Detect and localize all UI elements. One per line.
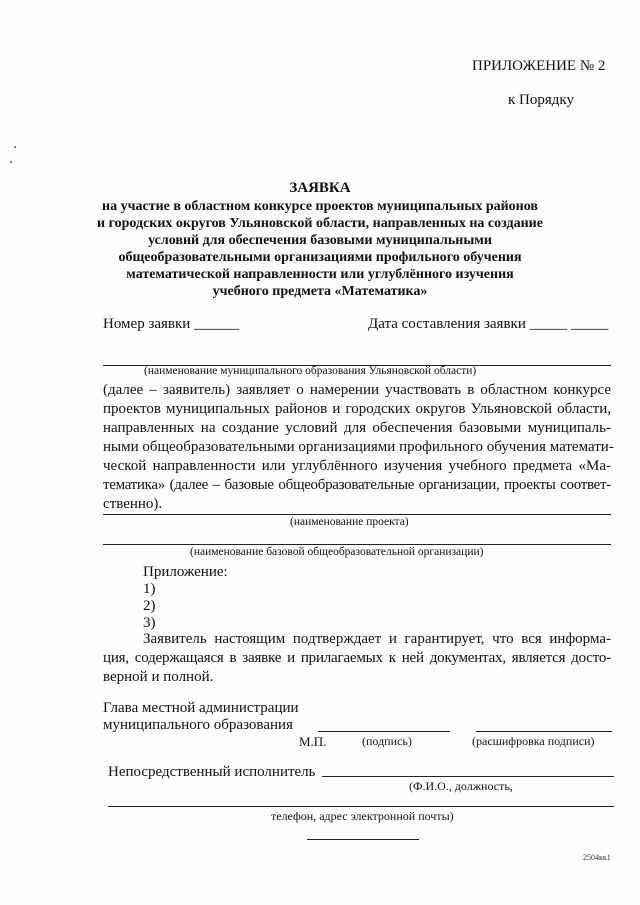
- paragraph-line: ственно).: [103, 496, 163, 512]
- paragraph-line: ными общеобразовательными организациями профильного обучения математи-: [103, 439, 614, 455]
- signer-role: муниципального образования: [103, 717, 293, 733]
- executor-name-caption: (Ф.И.О., должность,: [409, 779, 513, 793]
- document-code: 2504кк1: [583, 853, 611, 862]
- executor-contact-blank-line: [108, 806, 614, 807]
- title-line: математической направленности или углублённого изучения: [126, 267, 514, 282]
- confirmation-line: ция, содержащаяся в заявке и прилагаемых к ней документах, является досто-: [103, 650, 611, 666]
- paragraph-line: (далее – заявитель) заявляет о намерении участвовать в областном конкурсе: [103, 382, 611, 398]
- title-line: на участие в областном конкурсе проектов муниципальных районов: [102, 199, 538, 214]
- title-line: и городских округов Ульяновской области, направленных на создание: [97, 216, 543, 231]
- signature-caption: (подпись): [362, 734, 412, 748]
- scan-speck: [10, 161, 12, 163]
- confirmation-line: верной и полной.: [103, 669, 214, 685]
- paragraph-line: проектов муниципальных районов и городских округов Ульяновской области,: [103, 401, 611, 417]
- organization-blank-line: [103, 544, 611, 545]
- attachment-item: 3): [143, 615, 156, 631]
- project-caption: (наименование проекта): [290, 516, 409, 528]
- title-line: общеобразовательными организациями профильного обучения: [118, 250, 522, 265]
- signature-decoding-caption: (расшифровка подписи): [472, 734, 595, 748]
- attachments-label: Приложение:: [143, 564, 228, 580]
- stamp-placeholder: М.П.: [299, 734, 327, 749]
- paragraph-line: направленных на создание условий для обеспечения базовыми муниципаль-: [103, 420, 611, 436]
- application-number-field: Номер заявки ______: [103, 316, 240, 332]
- executor-label: Непосредственный исполнитель: [108, 764, 316, 780]
- executor-contact-caption: телефон, адрес электронной почты): [271, 809, 454, 823]
- document-heading: ЗАЯВКА: [289, 180, 351, 196]
- appendix-reference: к Порядку: [508, 92, 574, 108]
- executor-blank-line: [322, 776, 614, 777]
- attachment-item: 1): [143, 581, 156, 597]
- scan-speck: [14, 146, 16, 148]
- organization-caption: (наименование базовой общеобразовательной организации): [190, 546, 484, 558]
- title-line: учебного предмета «Математика»: [212, 284, 428, 299]
- signer-role: Глава местной администрации: [103, 700, 299, 716]
- signature-blank-line: [318, 731, 450, 732]
- municipality-caption: (наименование муниципального образования Ульяновской области): [144, 365, 477, 377]
- title-line: условий для обеспечения базовыми муниципальными: [148, 233, 492, 248]
- closing-rule: [307, 839, 419, 840]
- paragraph-line: ческой направленности или углублённого изучения учебного предмета «Ма-: [103, 458, 611, 474]
- paragraph-line: тематика» (далее – базовые общеобразовательные организации, проекты соответ-: [103, 477, 611, 493]
- project-blank-line: [103, 514, 611, 515]
- application-date-field: Дата составления заявки _____ _____: [368, 316, 609, 332]
- signature-decoding-blank-line: [476, 731, 612, 732]
- confirmation-line: Заявитель настоящим подтверждает и гарантирует, что вся информа-: [143, 631, 611, 647]
- attachment-item: 2): [143, 598, 156, 614]
- appendix-number: ПРИЛОЖЕНИЕ № 2: [472, 58, 606, 74]
